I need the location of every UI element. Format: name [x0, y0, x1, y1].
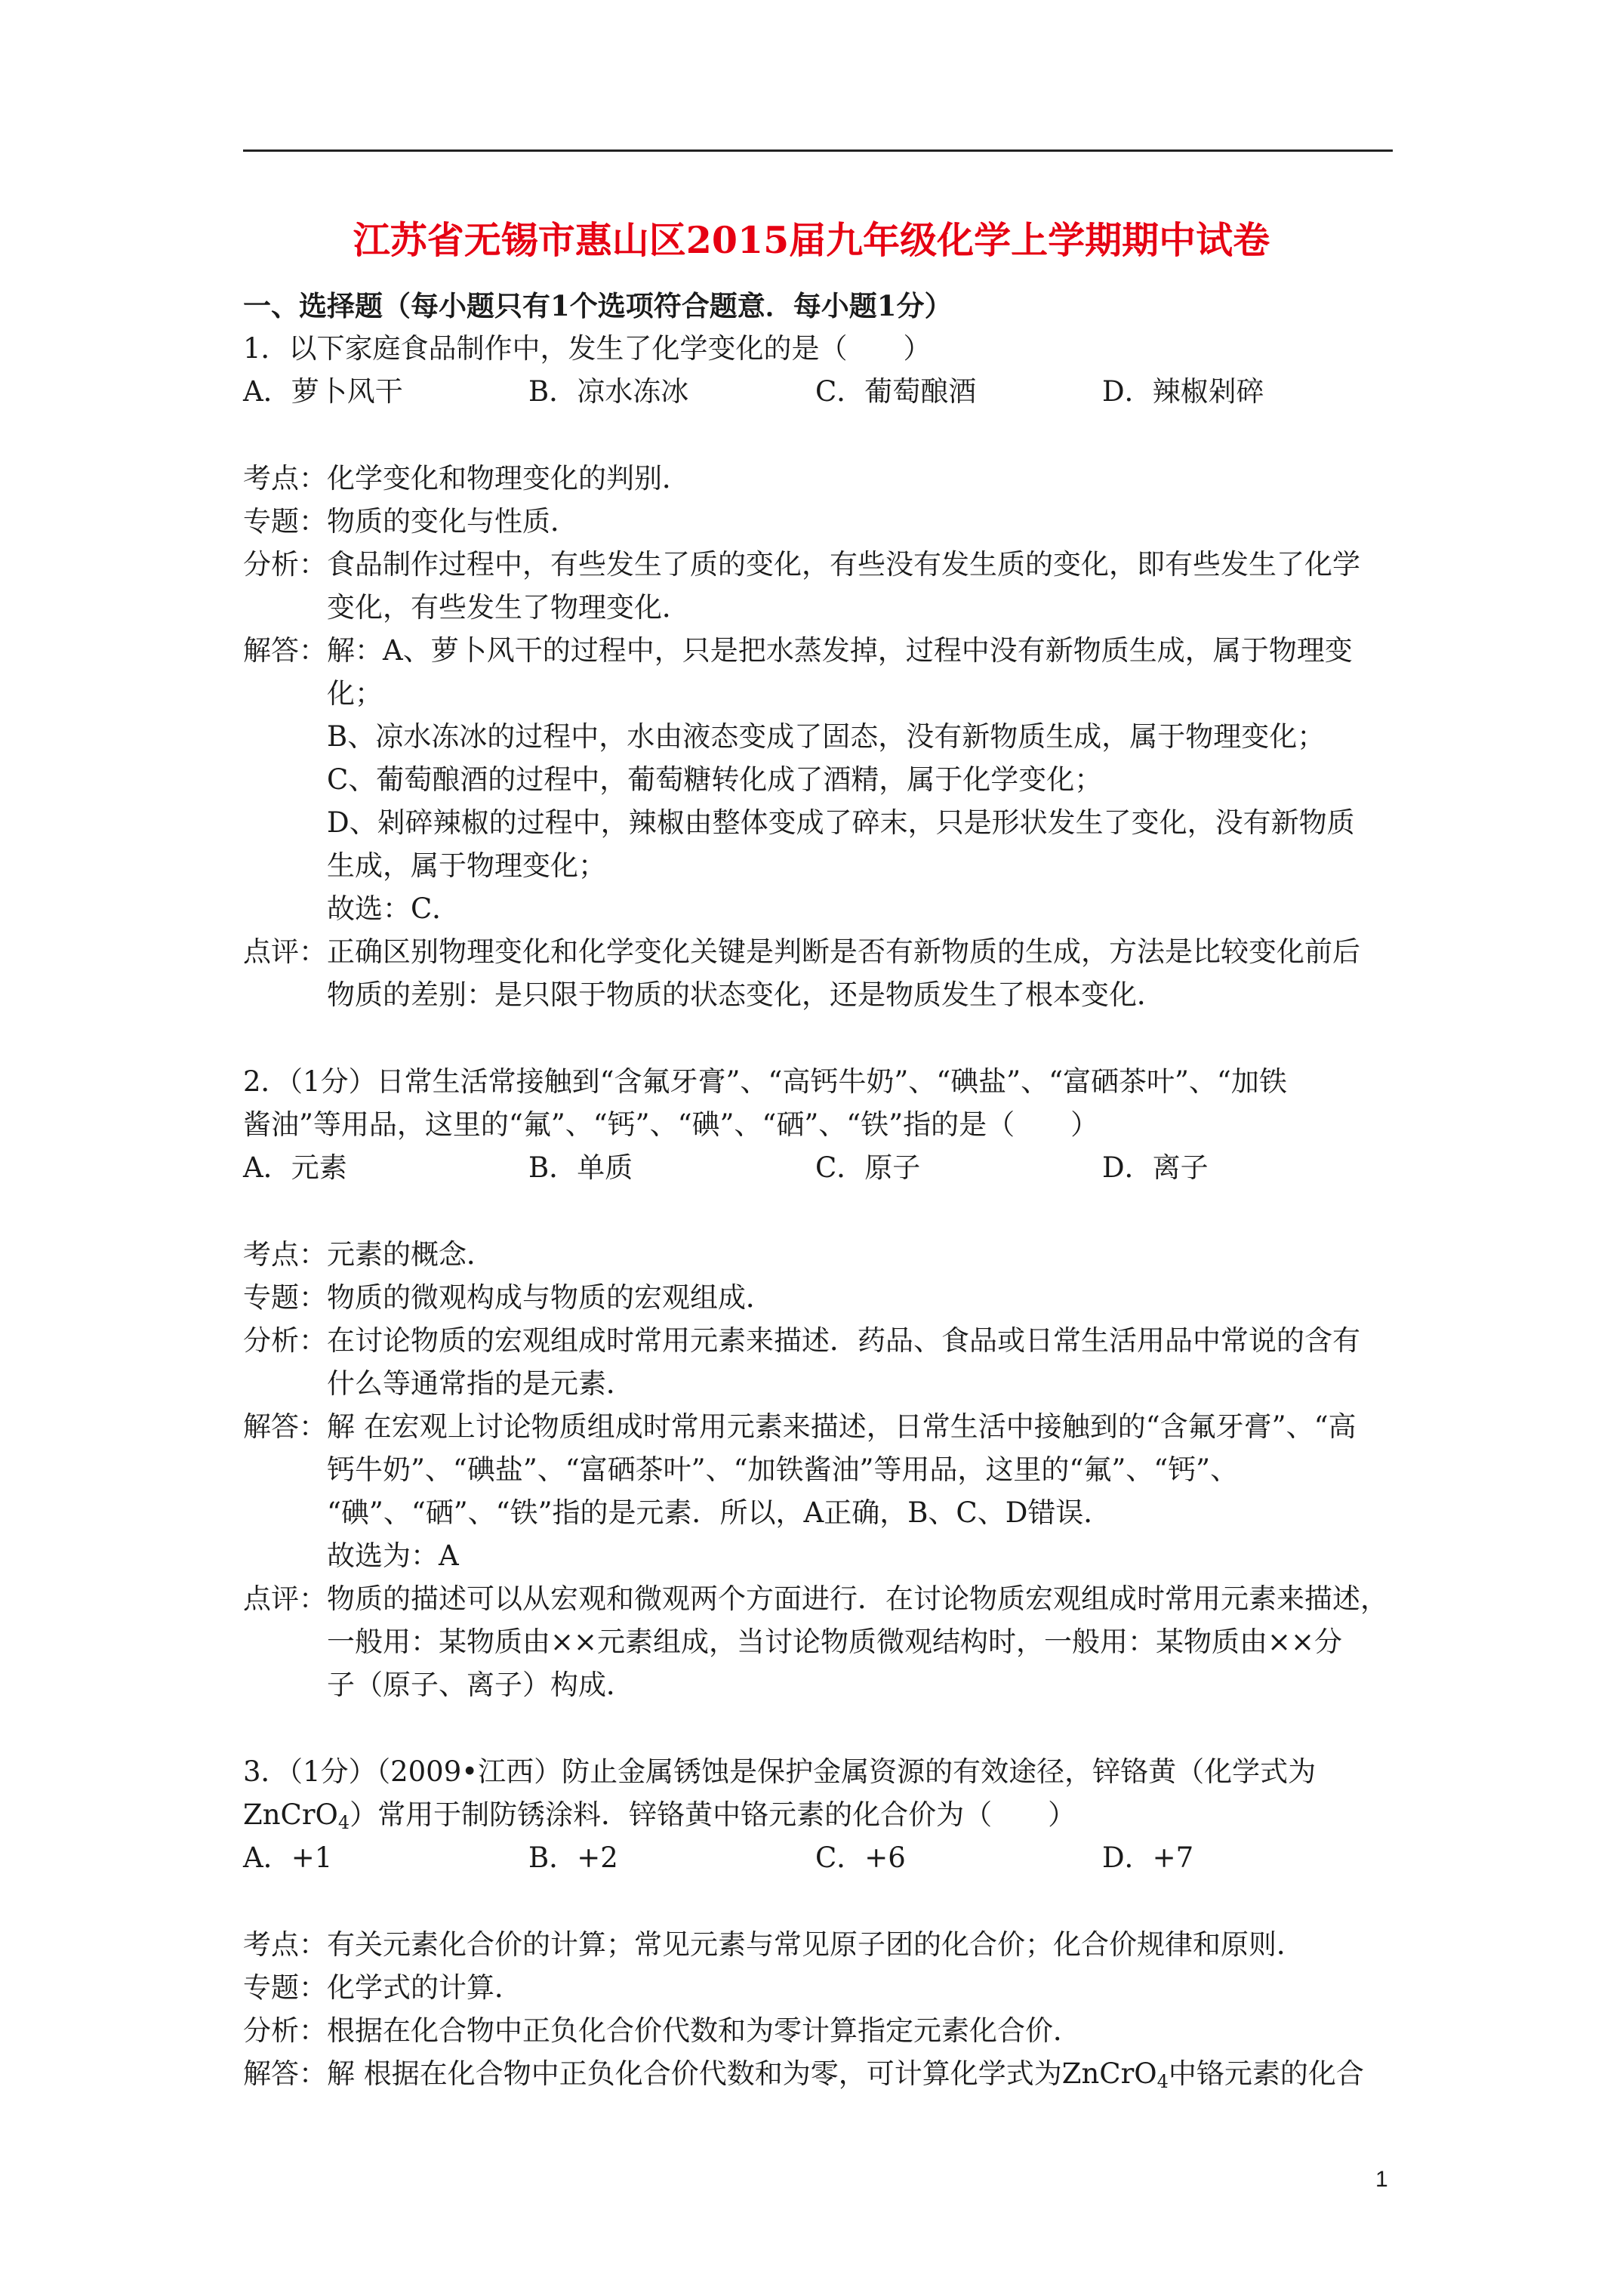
- q1-jieda-line: 生成，属于物理变化；: [327, 849, 606, 882]
- q3-stem-line1: 3．（1分）（2009•江西）防止金属锈蚀是保护金属资源的有效途径，锌铬黄（化学式为: [243, 1755, 1317, 1788]
- q2-jieda-line: 故选为：A: [327, 1539, 459, 1572]
- q1-fenxi-label: 分析：: [243, 548, 327, 581]
- formula-subscript: 4: [337, 1812, 350, 1833]
- q2-fenxi-label: 分析：: [243, 1324, 327, 1357]
- q2-jieda-line: 钙牛奶”、“碘盐”、“富硒茶叶”、“加铁酱油”等用品，这里的“氟”、“钙”、: [327, 1453, 1239, 1486]
- q1-dianping-line: 正确区别物理变化和化学变化关键是判断是否有新物质的生成，方法是比较变化前后: [327, 935, 1360, 968]
- q1-option-a: A．萝卜风干: [243, 375, 403, 408]
- q2-dianping-line: 子（原子、离子）构成．: [327, 1669, 634, 1701]
- jieda-text: 中铬元素的化合: [1168, 2057, 1364, 2090]
- q2-dianping-line: 物质的描述可以从宏观和微观两个方面进行．在讨论物质宏观组成时常用元素来描述，: [327, 1583, 1388, 1615]
- q3-option-b: B．+2: [528, 1841, 618, 1874]
- q1-dianping-line: 物质的差别：是只限于物质的状态变化，还是物质发生了根本变化．: [327, 978, 1165, 1011]
- stem-text: ）常用于制防锈涂料．锌铬黄中铬元素的化合价为（ ）: [350, 1798, 1076, 1831]
- q3-zhuanti-label: 专题：: [243, 1971, 327, 2004]
- q2-jieda-line: 解 在宏观上讨论物质组成时常用元素来描述，日常生活中接触到的“含氟牙膏”、“高: [327, 1410, 1357, 1443]
- q1-zhuanti: 物质的变化与性质．: [327, 505, 578, 538]
- q2-option-c: C．原子: [815, 1151, 921, 1184]
- q2-stem-line: 2．（1分）日常生活常接触到“含氟牙膏”、“高钙牛奶”、“碘盐”、“富硒茶叶”、“加铁: [243, 1065, 1287, 1098]
- q2-option-d: D．离子: [1102, 1151, 1209, 1184]
- q2-fenxi-line: 在讨论物质的宏观组成时常用元素来描述．药品、食品或日常生活用品中常说的含有: [327, 1324, 1360, 1357]
- q1-zhuanti-label: 专题：: [243, 505, 327, 538]
- q2-zhuanti: 物质的微观构成与物质的宏观组成．: [327, 1281, 774, 1314]
- formula-text: ZnCrO: [243, 1798, 338, 1831]
- q3-stem-line2: [243, 1797, 1076, 1833]
- q3-jieda-line: [327, 2056, 1364, 2092]
- q2-option-a: A．元素: [243, 1151, 347, 1184]
- q2-jieda-label: 解答：: [243, 1410, 327, 1443]
- q1-stem: 1．以下家庭食品制作中，发生了化学变化的是（ ）: [243, 332, 932, 365]
- q2-option-b: B．单质: [528, 1151, 633, 1184]
- header-rule: [243, 149, 1393, 152]
- q3-option-c: C．+6: [815, 1841, 906, 1874]
- q1-option-c: C．葡萄酿酒: [815, 375, 977, 408]
- q2-fenxi-line: 什么等通常指的是元素．: [327, 1367, 634, 1400]
- q1-kaodian-label: 考点：: [243, 462, 327, 495]
- q3-option-d: D．+7: [1102, 1841, 1194, 1874]
- q1-jieda-label: 解答：: [243, 634, 327, 667]
- q1-jieda-line: C、葡萄酿酒的过程中，葡萄糖转化成了酒精，属于化学变化；: [327, 763, 1103, 796]
- q1-option-b: B．凉水冻冰: [528, 375, 689, 408]
- q2-kaodian-label: 考点：: [243, 1238, 327, 1271]
- q1-jieda-line: D、剁碎辣椒的过程中，辣椒由整体变成了碎末，只是形状发生了变化，没有新物质: [327, 806, 1355, 839]
- q2-zhuanti-label: 专题：: [243, 1281, 327, 1314]
- q2-dianping-label: 点评：: [243, 1583, 327, 1615]
- q3-jieda-label: 解答：: [243, 2057, 327, 2090]
- q3-option-a: A．+1: [243, 1841, 333, 1874]
- q1-fenxi-line: 食品制作过程中，有些发生了质的变化，有些没有发生质的变化，即有些发生了化学: [327, 548, 1360, 581]
- q3-fenxi: 根据在化合物中正负化合价代数和为零计算指定元素化合价．: [327, 2014, 1081, 2047]
- q3-zhuanti: 化学式的计算．: [327, 1971, 522, 2004]
- q1-option-d: D．辣椒剁碎: [1102, 375, 1264, 408]
- q2-jieda-line: “碘”、“硒”、“铁”指的是元素．所以，A正确，B、C、D错误．: [327, 1496, 1112, 1529]
- page-title: 江苏省无锡市惠山区2015届九年级化学上学期期中试卷: [353, 218, 1270, 262]
- jieda-text: 解 根据在化合物中正负化合价代数和为零，可计算化学式为ZnCrO: [327, 2057, 1157, 2090]
- formula-subscript: 4: [1156, 2071, 1169, 2092]
- q2-stem-line: 酱油”等用品，这里的“氟”、“钙”、“碘”、“硒”、“铁”指的是（ ）: [243, 1108, 1099, 1141]
- page-number: 1: [1375, 2167, 1388, 2192]
- q1-jieda-line: B、凉水冻冰的过程中，水由液态变成了固态，没有新物质生成，属于物理变化；: [327, 720, 1326, 753]
- q1-jieda-line: 化；: [327, 677, 383, 710]
- q1-jieda-line: 解：A、萝卜风干的过程中，只是把水蒸发掉，过程中没有新物质生成，属于物理变: [327, 634, 1353, 667]
- q3-fenxi-label: 分析：: [243, 2014, 327, 2047]
- q2-kaodian: 元素的概念．: [327, 1238, 494, 1271]
- section-heading: 一、选择题（每小题只有1个选项符合题意．每小题1分）: [243, 289, 953, 322]
- q3-kaodian: 有关元素化合价的计算；常见元素与常见原子团的化合价；化合价规律和原则．: [327, 1928, 1304, 1961]
- q1-jieda-line: 故选：C．: [327, 892, 460, 925]
- q1-dianping-label: 点评：: [243, 935, 327, 968]
- q1-kaodian: 化学变化和物理变化的判别．: [327, 462, 690, 495]
- q3-kaodian-label: 考点：: [243, 1928, 327, 1961]
- q2-dianping-line: 一般用：某物质由××元素组成，当讨论物质微观结构时，一般用：某物质由××分: [327, 1626, 1343, 1658]
- q1-fenxi-line: 变化，有些发生了物理变化．: [327, 591, 690, 624]
